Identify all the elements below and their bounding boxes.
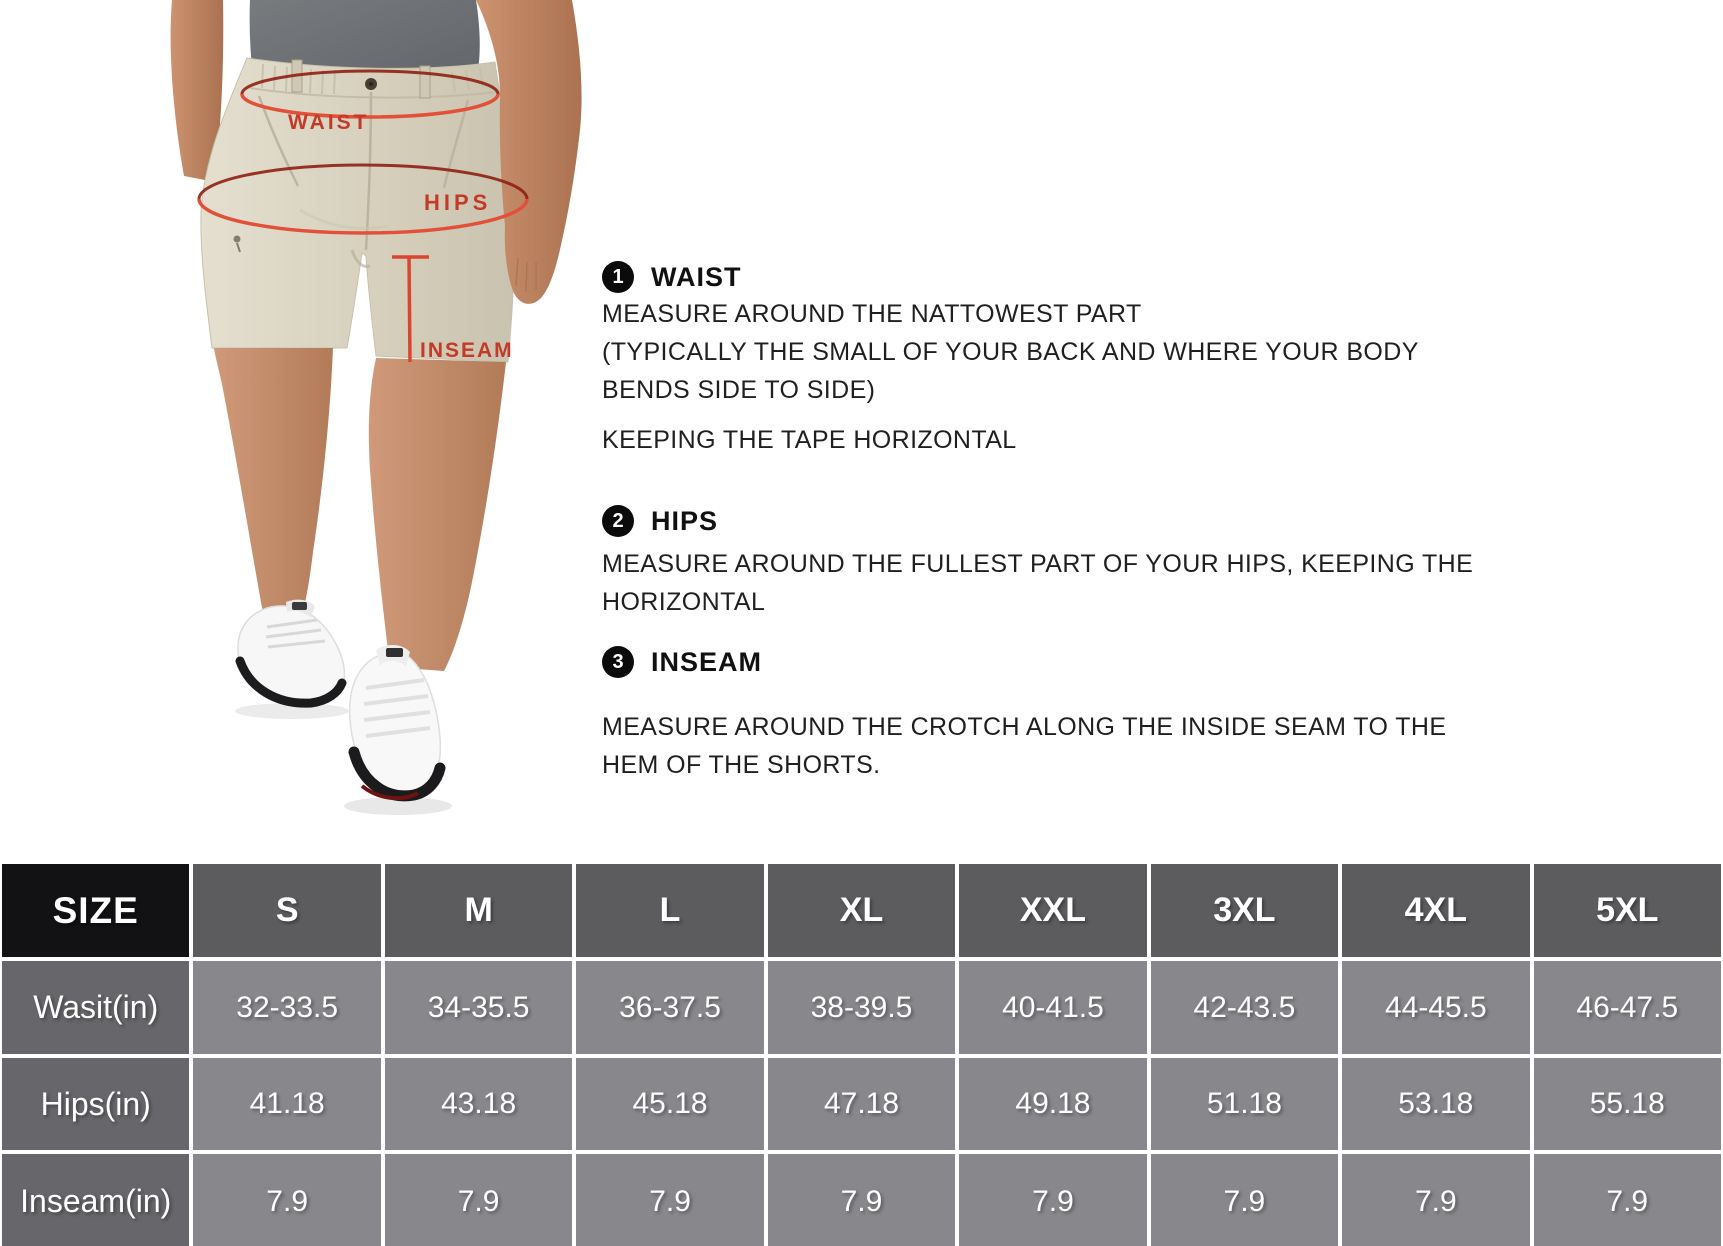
size-value-cell: 41.18 <box>193 1058 380 1150</box>
instruction-line: BENDS SIDE TO SIDE) <box>602 376 876 404</box>
step-title: WAIST <box>651 261 742 292</box>
size-value-cell: 47.18 <box>768 1058 955 1150</box>
size-value-cell: 43.18 <box>385 1058 572 1150</box>
size-value-cell: 51.18 <box>1151 1058 1338 1150</box>
size-column-header: 3XL <box>1151 864 1338 957</box>
measurement-row-label: Hips(in) <box>2 1058 189 1150</box>
size-column-header: S <box>193 864 380 957</box>
step-number-badge: 1 <box>602 261 634 293</box>
hips-measure-label: HIPS <box>424 190 492 215</box>
instruction-line: MEASURE AROUND THE CROTCH ALONG THE INSIDE SEAM TO THE <box>602 713 1447 741</box>
instruction-heading-hips <box>602 505 718 537</box>
size-value-cell: 7.9 <box>1534 1154 1721 1246</box>
instruction-line: (TYPICALLY THE SMALL OF YOUR BACK AND WHERE YOUR BODY <box>602 338 1419 366</box>
size-value-cell: 7.9 <box>959 1154 1146 1246</box>
size-value-cell: 49.18 <box>959 1058 1146 1150</box>
size-column-header: XXL <box>959 864 1146 957</box>
instruction-line: HEM OF THE SHORTS. <box>602 751 881 779</box>
step-title: INSEAM <box>651 646 763 677</box>
size-column-header: M <box>385 864 572 957</box>
step-number-badge: 2 <box>602 505 634 537</box>
size-value-cell: 42-43.5 <box>1151 961 1338 1054</box>
instruction-line: KEEPING THE TAPE HORIZONTAL <box>602 426 1017 454</box>
size-value-cell: 7.9 <box>1342 1154 1529 1246</box>
instruction-line: MEASURE AROUND THE NATTOWEST PART <box>602 300 1142 328</box>
size-value-cell: 38-39.5 <box>768 961 955 1054</box>
instruction-line: HORIZONTAL <box>602 588 766 616</box>
size-table-corner-header: SIZE <box>2 864 189 957</box>
measurement-row-label: Wasit(in) <box>2 961 189 1054</box>
size-value-cell: 34-35.5 <box>385 961 572 1054</box>
size-value-cell: 53.18 <box>1342 1058 1529 1150</box>
size-value-cell: 7.9 <box>576 1154 763 1246</box>
size-value-cell: 45.18 <box>576 1058 763 1150</box>
size-value-cell: 7.9 <box>193 1154 380 1246</box>
size-value-cell: 7.9 <box>1151 1154 1338 1246</box>
instruction-heading-waist <box>602 261 742 293</box>
size-value-cell: 40-41.5 <box>959 961 1146 1054</box>
size-column-header: 5XL <box>1534 864 1721 957</box>
size-value-cell: 44-45.5 <box>1342 961 1529 1054</box>
size-value-cell: 46-47.5 <box>1534 961 1721 1054</box>
size-value-cell: 55.18 <box>1534 1058 1721 1150</box>
step-number-badge: 3 <box>602 646 634 678</box>
size-column-header: 4XL <box>1342 864 1529 957</box>
measurement-row-label: Inseam(in) <box>2 1154 189 1246</box>
inseam-measure-label: INSEAM <box>420 339 514 362</box>
instruction-line: MEASURE AROUND THE FULLEST PART OF YOUR HIPS, KEEPING THE <box>602 550 1474 578</box>
size-value-cell: 36-37.5 <box>576 961 763 1054</box>
instruction-heading-inseam <box>602 646 762 678</box>
size-value-cell: 32-33.5 <box>193 961 380 1054</box>
size-value-cell: 7.9 <box>768 1154 955 1246</box>
size-value-cell: 7.9 <box>385 1154 572 1246</box>
waist-measure-label: WAIST <box>288 111 370 134</box>
step-title: HIPS <box>651 505 719 536</box>
size-table <box>0 862 1723 1246</box>
size-column-header: XL <box>768 864 955 957</box>
size-column-header: L <box>576 864 763 957</box>
